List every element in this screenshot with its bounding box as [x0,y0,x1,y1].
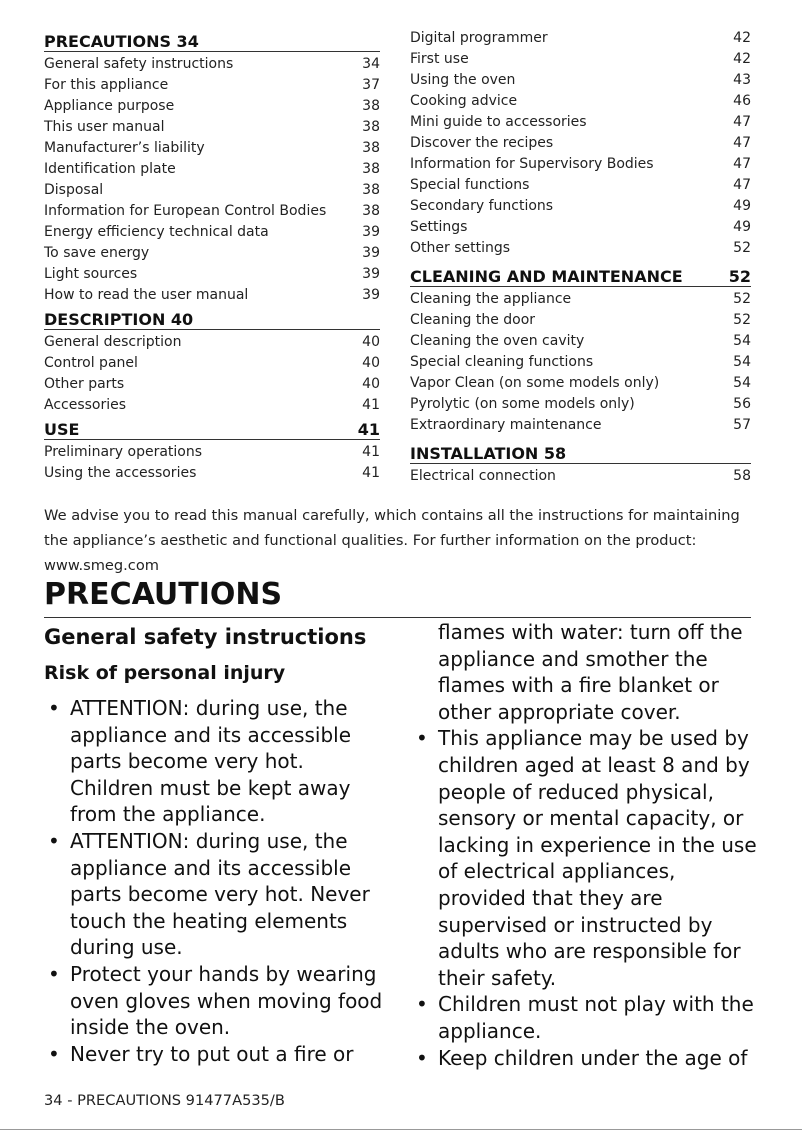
toc-label: General safety instructions [44,56,234,72]
text-column-right [412,619,757,1071]
toc-section-heading[interactable] [410,263,751,287]
toc-page-number: 39 [362,266,380,282]
toc-entry[interactable] [44,159,380,180]
toc-label: Cleaning the oven cavity [410,333,585,349]
bullet-item: • This appliance may be used by children aged at least 8 and by people of reduced physical, sensory or mental capacity, or lacking in experience in the use of electrical appliances, provided that they are supervised or instructed by adults who are responsible for their safety. [412,725,757,991]
toc-right-column [410,28,751,487]
toc-label: Accessories [44,397,127,413]
toc-label: INSTALLATION 58 [410,444,567,463]
toc-left-column [44,28,380,484]
text-column-left [44,619,384,1067]
toc-page-number: 38 [362,119,380,135]
toc-page-number: 52 [728,267,751,286]
toc-label: Disposal [44,182,104,198]
toc-page-number: 38 [362,161,380,177]
toc-label: Pyrolytic (on some models only) [410,396,635,412]
toc-label: Vapor Clean (on some models only) [410,375,660,391]
toc-label: This user manual [44,119,165,135]
footer-divider [0,1129,802,1130]
toc-page-number: 46 [733,93,751,109]
bullet-item: • ATTENTION: during use, the appliance and its accessible parts become very hot. Children must be kept away from the appliance. [44,695,384,828]
toc-label: Other settings [410,240,511,256]
toc-entry[interactable] [410,466,751,487]
toc-label: PRECAUTIONS 34 [44,32,199,51]
toc-page-number: 38 [362,140,380,156]
toc-entry[interactable] [44,54,380,75]
toc-label: Cleaning the door [410,312,536,328]
toc-entry[interactable] [44,374,380,395]
toc-label: Discover the recipes [410,135,554,151]
toc-label: Using the accessories [44,465,197,481]
toc-page-number: 47 [733,177,751,193]
toc-label: Cooking advice [410,93,518,109]
toc-label: Other parts [44,376,125,392]
toc-entry[interactable] [410,238,751,259]
toc-label: First use [410,51,469,67]
toc-page-number: 47 [733,135,751,151]
toc-label: Information for European Control Bodies [44,203,327,219]
toc-page-number: 52 [733,312,751,328]
toc-page-number: 54 [733,333,751,349]
toc-entry[interactable] [44,243,380,264]
toc-page-number: 41 [362,444,380,460]
toc-entry[interactable] [410,310,751,331]
bullet-item: • ATTENTION: during use, the appliance and its accessible parts become very hot. Never touch the heating elements during use. [44,828,384,961]
toc-entry[interactable] [44,264,380,285]
toc-page-number: 58 [733,468,751,484]
toc-entry[interactable] [410,154,751,175]
toc-entry[interactable] [44,75,380,96]
toc-label: For this appliance [44,77,169,93]
toc-entry[interactable] [44,395,380,416]
toc-page-number: 39 [362,245,380,261]
toc-page-number: 43 [733,72,751,88]
toc-page-number: 41 [357,420,380,439]
toc-page-number: 38 [362,182,380,198]
toc-label: Energy efficiency technical data [44,224,269,240]
toc-page-number: 49 [733,198,751,214]
toc-label: Mini guide to accessories [410,114,587,130]
toc-label: To save energy [44,245,150,261]
toc-page-number: 39 [362,224,380,240]
toc-page-number: 57 [733,417,751,433]
toc-label: CLEANING AND MAINTENANCE [410,267,683,286]
toc-entry[interactable] [410,28,751,49]
toc-entry[interactable] [410,91,751,112]
bullet-item: • Children must not play with the appliance. [412,991,757,1044]
toc-entry[interactable] [410,112,751,133]
toc-page-number: 39 [362,287,380,303]
toc-entry[interactable] [44,442,380,463]
toc-page-number: 47 [733,156,751,172]
toc-page-number: 41 [362,397,380,413]
toc-label: General description [44,334,182,350]
toc-page-number: 52 [733,240,751,256]
toc-entry[interactable] [410,394,751,415]
toc-entry[interactable] [44,201,380,222]
bullet-item: • Protect your hands by wearing oven gloves when moving food inside the oven. [44,961,384,1041]
toc-label: Secondary functions [410,198,554,214]
toc-section-heading[interactable] [44,28,380,52]
section-title: General safety instructions [44,625,367,649]
toc-page-number: 52 [733,291,751,307]
toc-entry[interactable] [44,96,380,117]
toc-page-number: 40 [362,355,380,371]
toc-page-number: 42 [733,51,751,67]
toc-label: Preliminary operations [44,444,203,460]
toc-page-number: 47 [733,114,751,130]
toc-entry[interactable] [44,117,380,138]
toc-label: Identification plate [44,161,176,177]
toc-entry[interactable] [410,373,751,394]
toc-label: Digital programmer [410,30,548,46]
toc-label: Cleaning the appliance [410,291,572,307]
toc-page-number: 38 [362,98,380,114]
toc-label: Special functions [410,177,530,193]
toc-entry[interactable] [410,70,751,91]
toc-label: Light sources [44,266,138,282]
toc-label: Control panel [44,355,138,371]
toc-entry[interactable] [410,352,751,373]
toc-label: DESCRIPTION 40 [44,310,194,329]
bullet-item: • Never try to put out a fire or [44,1041,384,1068]
toc-label: Information for Supervisory Bodies [410,156,654,172]
toc-entry[interactable] [44,285,380,306]
page-title: PRECAUTIONS [44,573,751,618]
toc-page-number: 56 [733,396,751,412]
subsection-title: Risk of personal injury [44,662,286,684]
toc-label: Appliance purpose [44,98,175,114]
toc-entry[interactable] [410,133,751,154]
toc-page-number: 34 [362,56,380,72]
toc-label: Using the oven [410,72,516,88]
toc-page-number: 54 [733,375,751,391]
toc-page-number: 54 [733,354,751,370]
toc-page-number: 40 [362,376,380,392]
toc-label: Special cleaning functions [410,354,594,370]
toc-entry[interactable] [410,217,751,238]
toc-entry[interactable] [410,175,751,196]
toc-section-heading[interactable] [44,306,380,330]
toc-page-number: 40 [362,334,380,350]
continued-text: flames with water: turn off the appliance and smother the flames with a fire blanket or other appropriate cover. [438,620,743,724]
toc-label: Settings [410,219,468,235]
toc-entry[interactable] [44,180,380,201]
toc-section-heading[interactable] [410,440,751,464]
toc-page-number: 41 [362,465,380,481]
intro-paragraph: We advise you to read this manual carefully, which contains all the instructions for maintaining the appliance’s aesthetic and functional qualities. For further information on the product: www.smeg.com [44,507,740,574]
toc-page-number: 37 [362,77,380,93]
toc-entry[interactable] [410,289,751,310]
toc-label: USE [44,420,80,439]
toc-entry[interactable] [44,138,380,159]
toc-entry[interactable] [44,222,380,243]
bullet-list-right [412,725,757,1071]
toc-entry[interactable] [410,49,751,70]
bullet-list-left [44,695,384,1067]
toc-page-number: 38 [362,203,380,219]
toc-entry[interactable] [44,353,380,374]
toc-label: Electrical connection [410,468,556,484]
toc-label: Extraordinary maintenance [410,417,602,433]
toc-label: How to read the user manual [44,287,249,303]
toc-label: Manufacturer’s liability [44,140,205,156]
toc-entry[interactable] [44,463,380,484]
page-footer: 34 - PRECAUTIONS 91477A535/B [44,1092,285,1109]
bullet-item: • Keep children under the age of [412,1045,757,1072]
toc-page-number: 49 [733,219,751,235]
toc-entry[interactable] [44,332,380,353]
toc-section-heading[interactable] [44,416,380,440]
toc-entry[interactable] [410,331,751,352]
toc-entry[interactable] [410,196,751,217]
toc-page-number: 42 [733,30,751,46]
toc-entry[interactable] [410,415,751,436]
